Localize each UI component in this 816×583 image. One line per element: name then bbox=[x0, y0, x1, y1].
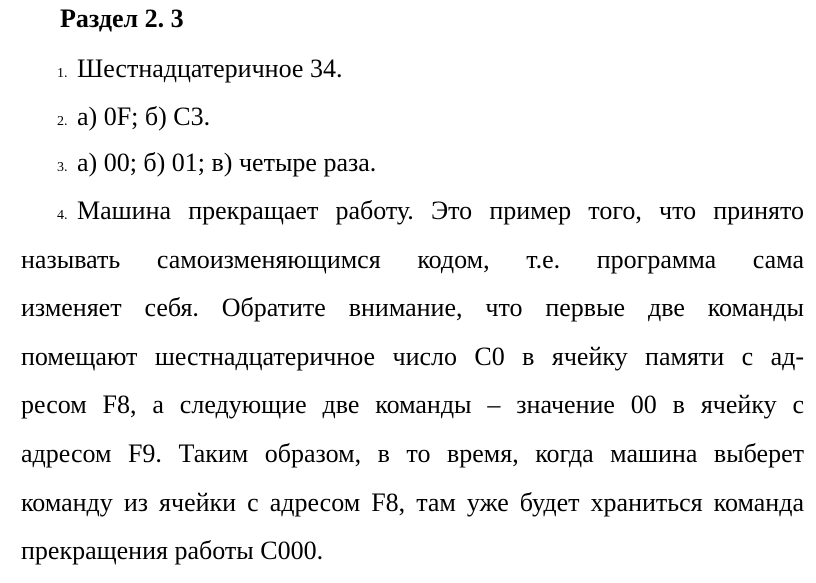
line-text: Машина прекращает работу. Это пример того, что принято bbox=[77, 196, 804, 225]
paragraph-line: называть самоизменяющимся кодом, т.е. программа сама bbox=[21, 244, 804, 274]
paragraph-line: помещают шестнадцатеричное число С0 в ячейку памяти с ад- bbox=[21, 341, 804, 371]
paragraph-line: команду из ячейки с адресом F8, там уже будет храниться команда bbox=[21, 487, 804, 517]
item-number: 4. bbox=[57, 208, 68, 223]
item-number: 3. bbox=[57, 160, 68, 175]
answer-item-2 bbox=[57, 100, 210, 139]
paragraph-line: адресом F9. Таким образом, в то время, когда машина выберет bbox=[21, 438, 804, 468]
item-text: а) 00; б) 01; в) четыре раза. bbox=[77, 148, 377, 177]
paragraph-line: ресом F8, а следующие две команды – значение 00 в ячейку с bbox=[21, 390, 804, 420]
answer-item-1 bbox=[57, 52, 342, 91]
answer-item-4 bbox=[21, 194, 804, 583]
answer-item-3 bbox=[57, 146, 376, 185]
item-text: а) 0F; б) С3. bbox=[77, 102, 211, 131]
item-text: Шестнадцатеричное 34. bbox=[77, 54, 343, 83]
section-heading: Раздел 2. 3 bbox=[60, 4, 184, 33]
paragraph-line: изменяет себя. Обратите внимание, что первые две команды bbox=[21, 293, 804, 323]
paragraph-line bbox=[21, 194, 804, 243]
item-number: 2. bbox=[57, 114, 68, 129]
item-number: 1. bbox=[57, 66, 68, 81]
paragraph-line: прекращения работы С000. bbox=[21, 536, 324, 566]
